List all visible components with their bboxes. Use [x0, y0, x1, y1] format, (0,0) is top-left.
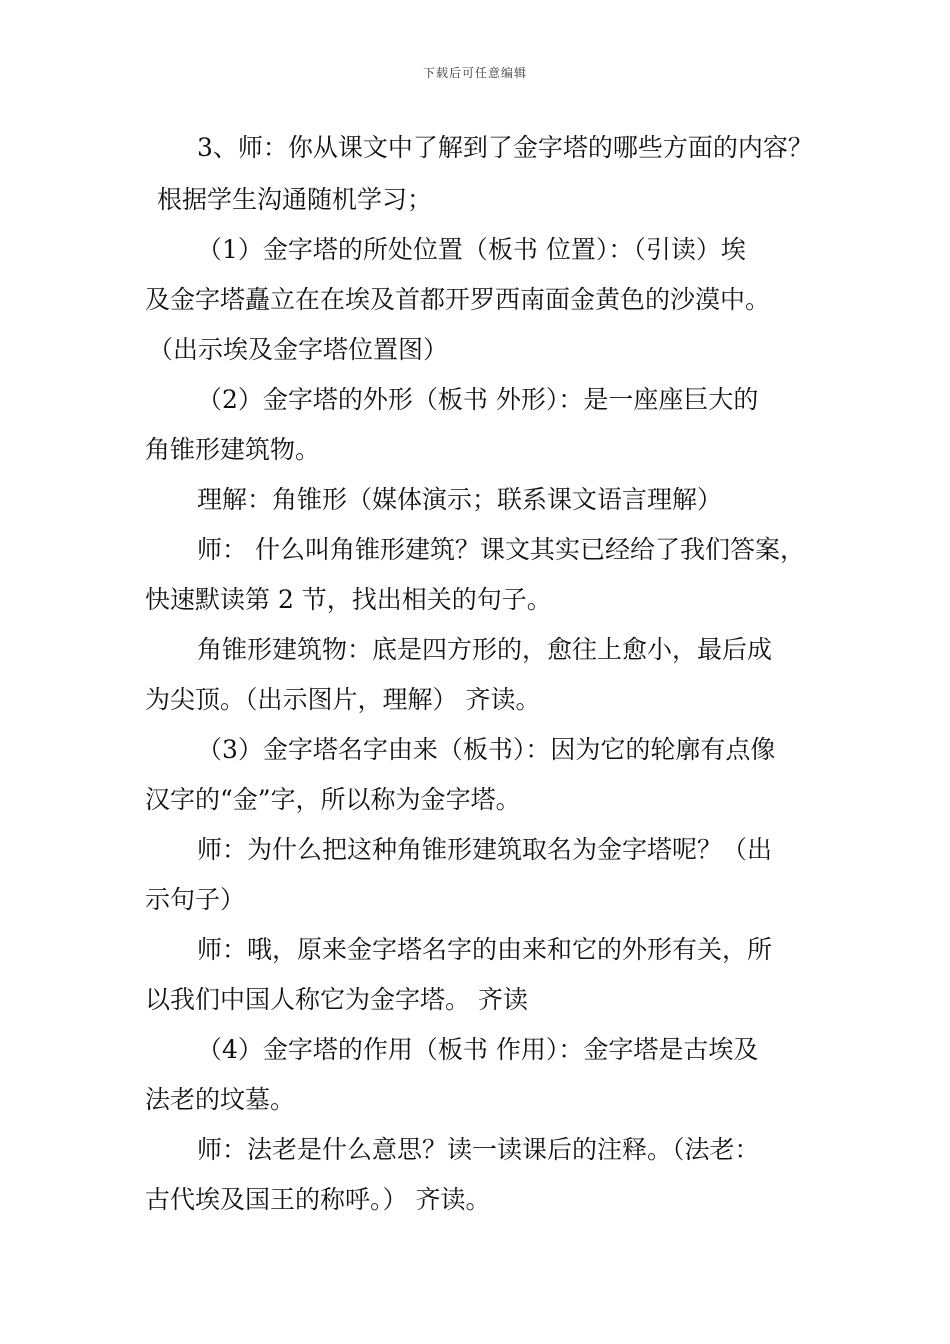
line-18: 以我们中国人称它为金字塔。 齐读: [145, 985, 528, 1014]
line-17: 师：哦，原来金字塔名字的由来和它的外形有关，所: [197, 935, 773, 964]
line-21: 师：法老是什么意思？读一读课后的注释。（法老：: [197, 1135, 760, 1164]
line-6: （2）金字塔的外形（板书 外形）：是一座座巨大的: [197, 385, 759, 414]
line-9: 师： 什么叫角锥形建筑？课文其实已经给了我们答案，: [197, 535, 805, 564]
line-13: （3）金字塔名字由来（板书）：因为它的轮廓有点像: [197, 735, 776, 764]
line-2: 根据学生沟通随机学习；: [157, 185, 433, 214]
page-header: 下载后可任意编辑: [422, 66, 527, 80]
line-16: 示句子）: [145, 885, 246, 914]
line-8: 理解：角锥形（媒体演示；联系课文语言理解）: [197, 485, 723, 514]
line-15: 师：为什么把这种角锥形建筑取名为金字塔呢？（出: [197, 835, 773, 864]
line-10: 快速默读第 2 节，找出相关的句子。: [145, 585, 552, 614]
line-3: （1）金字塔的所处位置（板书 位置）：（引读）埃: [197, 235, 746, 264]
line-14: 汉字的“金”字，所以称为金字塔。: [145, 785, 521, 814]
line-1: 3、师：你从课文中了解到了金字塔的哪些方面的内容？: [197, 133, 813, 162]
line-7: 角锥形建筑物。: [145, 435, 321, 464]
line-4: 及金字塔矗立在在埃及首都开罗西南面金黄色的沙漠中。: [145, 285, 771, 314]
line-12: 为尖顶。（出示图片，理解） 齐读。: [145, 685, 541, 714]
line-22: 古代埃及国王的称呼。） 齐读。: [145, 1185, 491, 1214]
line-5: （出示埃及金字塔位置图）: [148, 335, 449, 364]
line-20: 法老的坟墓。: [145, 1085, 296, 1114]
line-11: 角锥形建筑物：底是四方形的，愈往上愈小，最后成: [197, 635, 773, 664]
line-19: （4）金字塔的作用（板书 作用）：金字塔是古埃及: [197, 1035, 759, 1064]
